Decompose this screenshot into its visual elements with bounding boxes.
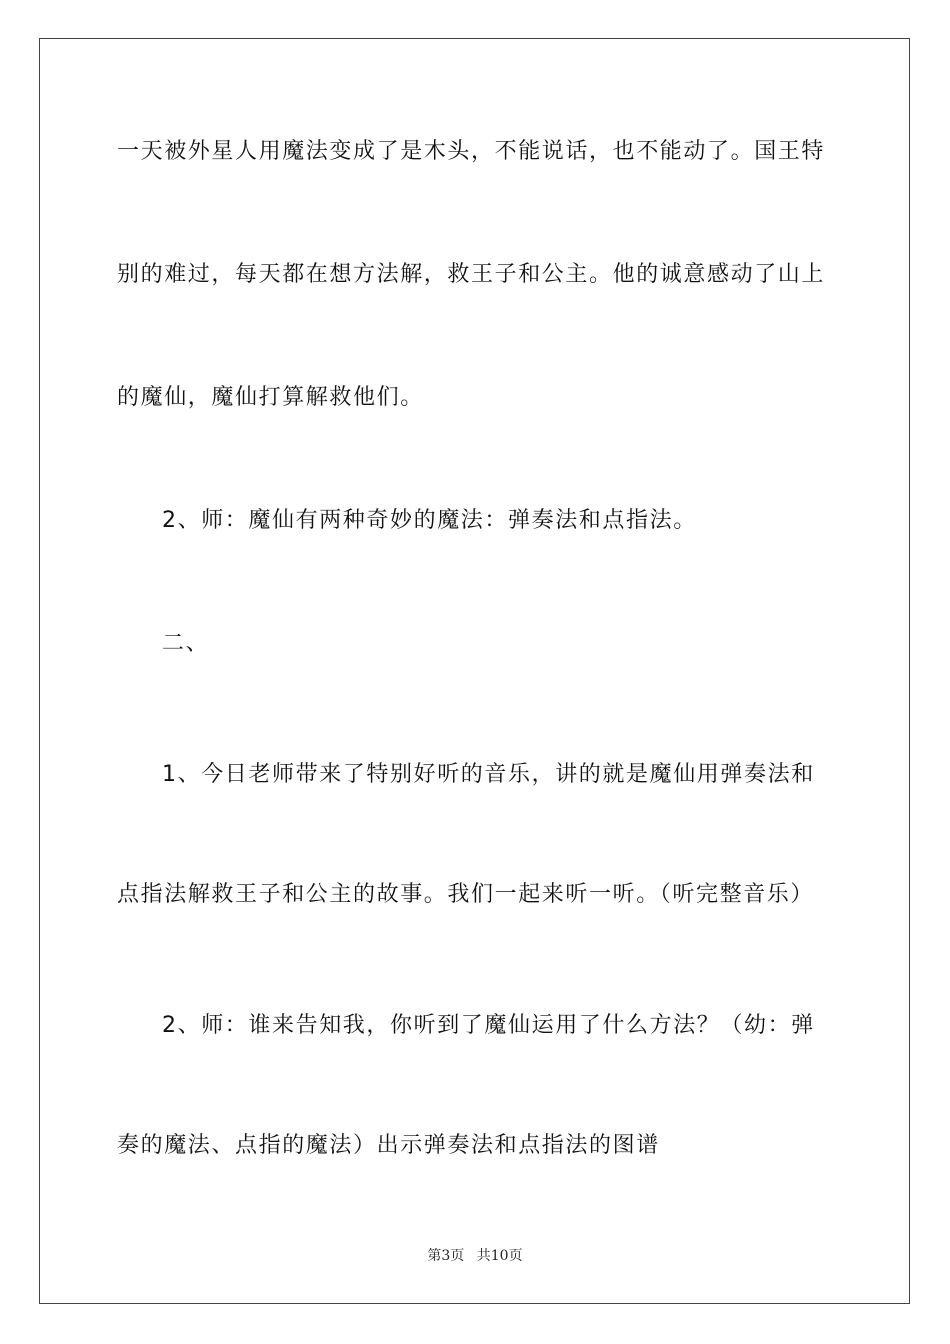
body-line-2: 别的难过，每天都在想方法解，救王子和公主。他的诚意感动了山上 (117, 262, 826, 287)
body-line-4: 2、师：魔仙有两种奇妙的魔法：弹奏法和点指法。 (162, 508, 697, 533)
body-line-6: 1、今日老师带来了特别好听的音乐，讲的就是魔仙用弹奏法和 (162, 762, 815, 787)
page-footer (0, 1247, 950, 1265)
section-heading: 二、 (162, 631, 210, 656)
body-line-8: 2、师：谁来告知我，你听到了魔仙运用了什么方法？（幼：弹 (162, 1013, 815, 1038)
page-total: 共10页 (476, 1248, 523, 1264)
body-line-7: 点指法解救王子和公主的故事。我们一起来听一听。（听完整音乐） (117, 882, 815, 907)
body-line-3: 的魔仙，魔仙打算解救他们。 (117, 385, 424, 410)
body-line-1: 一天被外星人用魔法变成了是木头，不能说话，也不能动了。国王特 (117, 139, 826, 164)
body-line-9: 奏的魔法、点指的魔法）出示弹奏法和点指法的图谱 (117, 1133, 660, 1158)
page-frame (39, 38, 910, 1304)
page-number: 第3页 (427, 1248, 465, 1264)
